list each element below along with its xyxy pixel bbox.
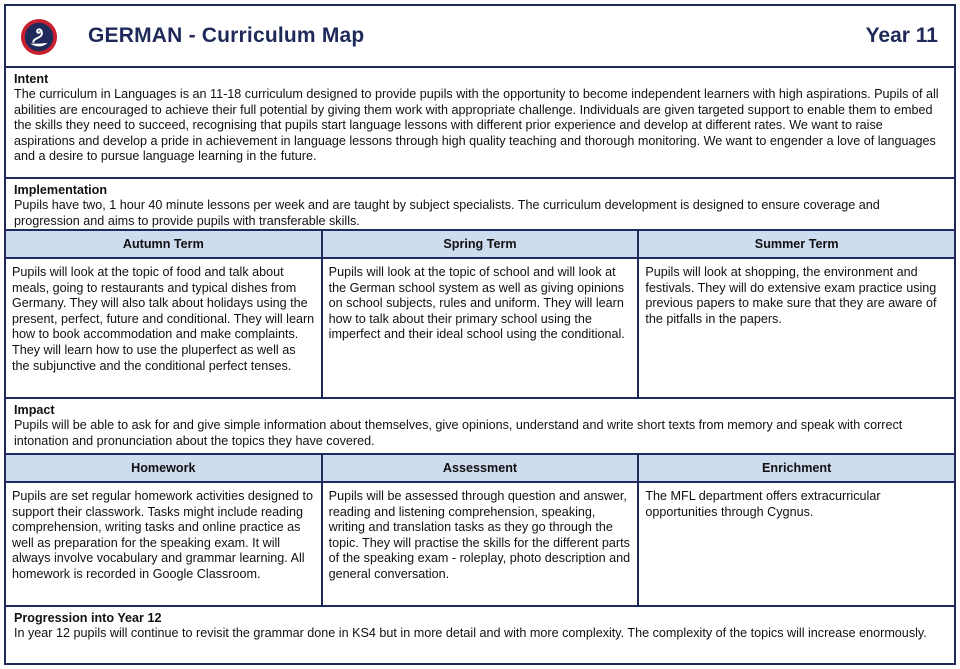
summer-term-header: Summer Term (754, 237, 839, 251)
spring-term-content: Pupils will look at the topic of school and will look at the German school system as well as giving opinions on school subjects, rules and uniform. They will learn how to talk about their primary school using the imperfect and their ideal school using the conditional. (323, 259, 640, 397)
summer-term-content: Pupils will look at shopping, the environment and festivals. They will do extensive exam practice using previous papers to make sure that they are aware of the pitfalls in the papers. (645, 265, 937, 326)
extras-header-row (6, 455, 954, 483)
implementation-text: Pupils have two, 1 hour 40 minute lessons per week and are taught by subject specialists. The curriculum development is designed to ensure coverage and progression and aims to provide pupils with transferable skills. (14, 198, 880, 228)
autumn-term-content: Pupils will look at the topic of food and talk about meals, going to restaurants and typical dishes from Germany. They will also talk about holidays using the present, perfect, future and conditional. They will learn how to book accommodation and make complaints. They will learn how to use the pluperfect as well as the subjunctive and the conditional perfect tenses. (6, 259, 323, 397)
implementation-heading: Implementation (14, 183, 108, 197)
page-title: GERMAN - Curriculum Map (88, 24, 365, 47)
enrichment-content: The MFL department offers extracurricular opportunities through Cygnus. (645, 489, 881, 519)
page-header (6, 6, 954, 68)
progression-text: In year 12 pupils will continue to revisit the grammar done in KS4 but in more detail and with more complexity. The complexity of the topics will increase enormously. (14, 626, 927, 640)
intent-heading: Intent (14, 72, 49, 86)
implementation-section (6, 179, 954, 231)
progression-section (6, 607, 954, 663)
assessment-header: Assessment (323, 455, 640, 481)
year-label: Year 11 (865, 24, 938, 47)
terms-header-row (6, 231, 954, 259)
enrichment-header: Enrichment (762, 461, 832, 475)
intent-section (6, 68, 954, 179)
progression-heading: Progression into Year 12 (14, 611, 162, 625)
autumn-term-header: Autumn Term (6, 231, 323, 257)
homework-content: Pupils are set regular homework activities designed to support their classwork. Tasks might include reading comprehension, writing tasks and online practice as well as preparation for the speaking exam. It will always involve vocabulary and grammar learning. All homework is recorded in Google Classroom. (6, 483, 323, 605)
extras-content-row (6, 483, 954, 607)
impact-section (6, 399, 954, 455)
intent-text: The curriculum in Languages is an 11-18 curriculum designed to provide pupils with the opportunity to become independent learners with high aspirations. Pupils of all abilities are encouraged to achieve their full potential by giving them work with appropriate challenge. Individuals are given targeted support to enable them to embed the skills they need to succeed, recognising that pupils start language lessons with different prior experience and develop at different rates. We want to raise aspirations and develop a pride in achievement in language lessons through high quality teaching and thorough monitoring. We want to engender a love of languages and a desire to pursue language learning in the future. (14, 87, 939, 164)
impact-text: Pupils will be able to ask for and give simple information about themselves, give opinions, understand and write short texts from memory and speak with correct intonation and pronunciation about the topics they have covered. (14, 418, 903, 448)
impact-heading: Impact (14, 403, 55, 417)
homework-header: Homework (6, 455, 323, 481)
terms-content-row (6, 259, 954, 399)
spring-term-header: Spring Term (323, 231, 640, 257)
swan-crest-icon (20, 18, 58, 56)
curriculum-map (4, 4, 956, 665)
assessment-content: Pupils will be assessed through question and answer, reading and listening comprehension, speaking, writing and translation tasks as they go through the topic. They will practise the skills for the different parts of the speaking exam - roleplay, photo description and general conversation. (323, 483, 640, 605)
